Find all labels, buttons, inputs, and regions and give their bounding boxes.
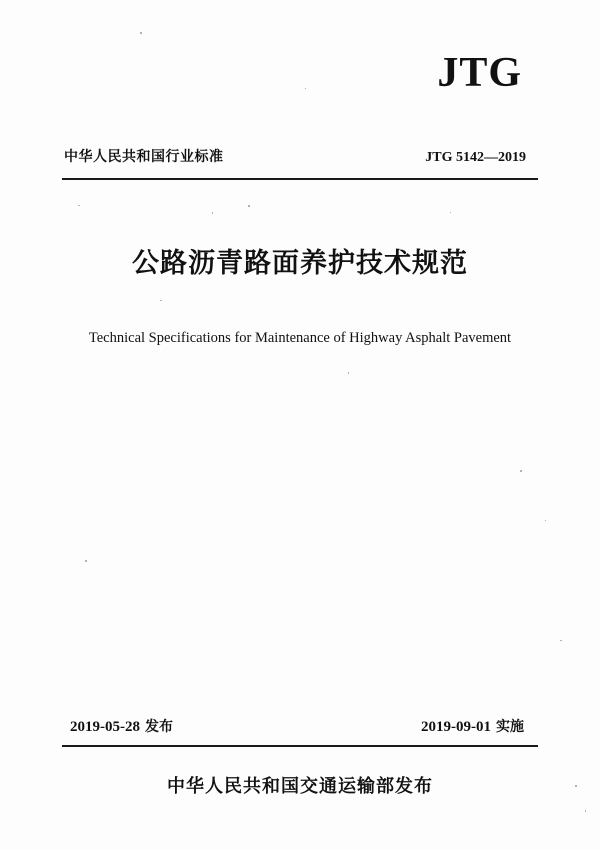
document-title-chinese: 公路沥青路面养护技术规范: [132, 248, 468, 279]
footer-divider: [62, 745, 538, 747]
standard-number: JTG 5142—2019: [425, 150, 526, 165]
issue-label: 发布: [145, 719, 173, 735]
issue-date-block: [70, 720, 173, 735]
scan-speckle: [160, 300, 162, 301]
scan-speckle: [78, 205, 80, 206]
scan-speckle: [348, 372, 349, 374]
standard-category: 中华人民共和国行业标准: [64, 149, 224, 165]
implementation-date-block: [421, 720, 524, 735]
scan-speckle: [248, 205, 250, 207]
scan-speckle: [305, 88, 306, 89]
scan-speckle: [85, 560, 87, 562]
implementation-label: 实施: [496, 719, 524, 735]
scan-speckle: [140, 32, 142, 34]
header-divider: [62, 178, 538, 180]
scan-speckle: [545, 520, 546, 521]
scan-speckle: [450, 212, 451, 213]
implementation-date: 2019-09-01: [421, 719, 491, 735]
publisher: 中华人民共和国交通运输部发布: [167, 776, 433, 797]
issue-date: 2019-05-28: [70, 719, 140, 735]
scan-speckle: [520, 470, 522, 472]
document-title-english: Technical Specifications for Maintenance of Highway Asphalt Pavement: [88, 330, 512, 346]
scan-speckle: [560, 640, 562, 641]
jtg-logo: JTG: [437, 50, 522, 96]
scan-speckle: [585, 810, 586, 812]
scan-speckle: [212, 212, 213, 214]
